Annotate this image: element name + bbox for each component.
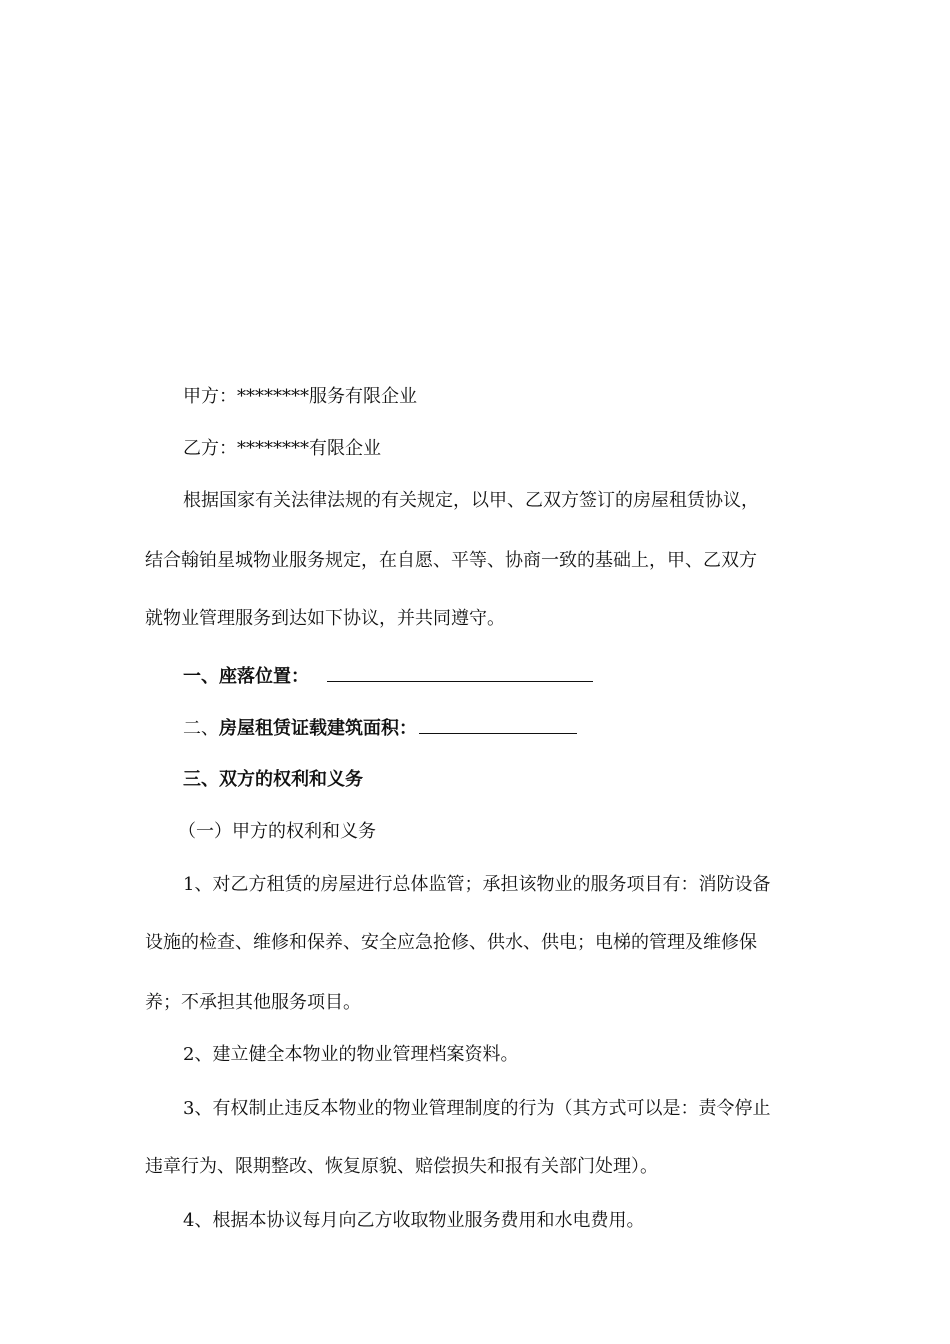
intro-line-3: 就物业管理服务到达如下协议，并共同遵守。 (145, 608, 505, 629)
item-1-line-2: 设施的检查、维修和保养、安全应急抢修、供水、供电；电梯的管理及维修保 (145, 932, 757, 953)
section-location (183, 663, 853, 689)
item-3-line-2: 违章行为、限期整改、恢复原貌、赔偿损失和报有关部门处理）。 (145, 1156, 658, 1177)
item-3-line-1: 3、有权制止违反本物业的物业管理制度的行为（其方式可以是：责令停止 (183, 1098, 771, 1119)
item-1-line-3: 养；不承担其他服务项目。 (145, 992, 361, 1013)
section-area-number: 二、 (183, 718, 219, 739)
intro-line-2: 结合翰铂星城物业服务规定，在自愿、平等、协商一致的基础上，甲、乙双方 (145, 550, 757, 571)
party-b-line: 乙方：********有限企业 (183, 438, 381, 459)
section-location-label: 一、座落位置： (183, 666, 309, 687)
intro-line-1: 根据国家有关法律法规的有关规定，以甲、乙双方签订的房屋租赁协议， (183, 490, 759, 511)
item-4-line: 4、根据本协议每月向乙方收取物业服务费用和水电费用。 (183, 1210, 645, 1231)
party-a-line: 甲方：********服务有限企业 (183, 386, 417, 407)
location-blank-field[interactable] (327, 663, 593, 682)
subsection-party-a-heading: （一）甲方的权利和义务 (178, 821, 376, 842)
section-area (183, 715, 853, 741)
section-rights-heading: 三、双方的权利和义务 (183, 769, 363, 790)
section-area-label: 房屋租赁证载建筑面积： (219, 718, 417, 739)
item-1-line-1: 1、对乙方租赁的房屋进行总体监管；承担该物业的服务项目有：消防设备 (183, 874, 771, 895)
item-2-line: 2、建立健全本物业的物业管理档案资料。 (183, 1044, 519, 1065)
area-blank-field[interactable] (419, 715, 577, 734)
